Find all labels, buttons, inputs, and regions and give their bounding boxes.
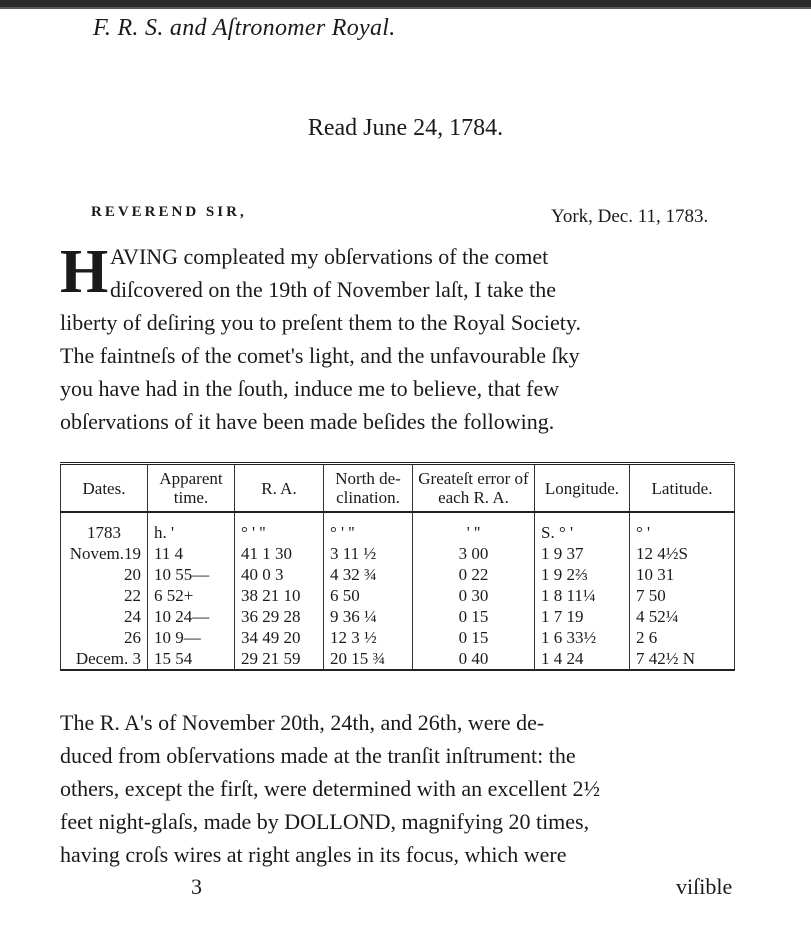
table-cell: 1 7 19 — [535, 606, 630, 627]
page-header-title: F. R. S. and Aſtronomer Royal. — [93, 15, 396, 41]
table-cell: 12 3 ½ — [324, 627, 413, 648]
paragraph-line: The faintneſs of the comet's light, and the unfavourable ſky — [60, 343, 580, 368]
table-cell: 20 15 ¾ — [324, 648, 413, 670]
header-apparent-time: Apparent time. — [148, 464, 235, 513]
page-number: 3 — [191, 874, 202, 899]
table-cell: h. ' — [148, 512, 235, 543]
header-declination: North de-clination. — [324, 464, 413, 513]
paragraph-line: others, except the firſt, were determined with an excellent 2½ — [60, 776, 601, 801]
table-cell: 10 55— — [148, 564, 235, 585]
table-row — [61, 606, 735, 627]
catchword: viſible — [676, 874, 733, 899]
table-cell: 7 42½ N — [630, 648, 735, 670]
table-row — [61, 627, 735, 648]
table-cell: 34 49 20 — [235, 627, 324, 648]
table-units-row — [61, 512, 735, 543]
table-cell: 0 40 — [413, 648, 535, 670]
table-cell: 10 9— — [148, 627, 235, 648]
table-cell: 1783 — [61, 512, 148, 543]
table-cell: Novem.19 — [61, 543, 148, 564]
table-cell: 15 54 — [148, 648, 235, 670]
table-cell: 41 1 30 — [235, 543, 324, 564]
paragraph-line: AVING compleated my obſervations of the comet — [110, 244, 549, 269]
table-cell: 3 00 — [413, 543, 535, 564]
table-cell: 29 21 59 — [235, 648, 324, 670]
paragraph-ra-notes — [60, 706, 750, 871]
paragraph-line: feet night-glaſs, made by DOLLOND, magnifying 20 times, — [60, 809, 590, 834]
table-cell: ° ' '' — [235, 512, 324, 543]
table-cell: 38 21 10 — [235, 585, 324, 606]
table-cell: 9 36 ¼ — [324, 606, 413, 627]
table-cell: S. ° ' — [535, 512, 630, 543]
table-cell: 2 6 — [630, 627, 735, 648]
table-cell: 12 4½S — [630, 543, 735, 564]
table-cell: 36 29 28 — [235, 606, 324, 627]
window-top-bar — [0, 0, 811, 9]
table-cell: 1 9 37 — [535, 543, 630, 564]
header-ra: R. A. — [235, 464, 324, 513]
paragraph-intro — [60, 240, 750, 438]
paragraph-line: The R. A's of November 20th, 24th, and 26th, were de- — [60, 710, 545, 735]
table-cell: Decem. 3 — [61, 648, 148, 670]
header-longitude: Longitude. — [535, 464, 630, 513]
table-cell: 20 — [61, 564, 148, 585]
table-cell: 1 4 24 — [535, 648, 630, 670]
paragraph-line: obſervations of it have been made beſides the following. — [60, 409, 555, 434]
header-dates: Dates. — [61, 464, 148, 513]
paragraph-line: duced from obſervations made at the tranſit inſtrument: the — [60, 743, 576, 768]
table-cell: ° ' '' — [324, 512, 413, 543]
table-cell: 11 4 — [148, 543, 235, 564]
paragraph-line: having croſs wires at right angles in its focus, which were — [60, 842, 567, 867]
table-row — [61, 543, 735, 564]
table-cell: 7 50 — [630, 585, 735, 606]
table-cell: 26 — [61, 627, 148, 648]
table-cell: 0 30 — [413, 585, 535, 606]
table-cell: 22 — [61, 585, 148, 606]
table-cell: 4 52¼ — [630, 606, 735, 627]
paragraph-line: liberty of deſiring you to preſent them to the Royal Society. — [60, 310, 581, 335]
letter-dateline: York, Dec. 11, 1783. — [551, 206, 709, 227]
table-cell: ° ' — [630, 512, 735, 543]
table-cell: 3 11 ½ — [324, 543, 413, 564]
table-cell: 24 — [61, 606, 148, 627]
table-cell: 0 15 — [413, 627, 535, 648]
table-cell: ' '' — [413, 512, 535, 543]
table-cell: 6 52+ — [148, 585, 235, 606]
header-greatest-error: Greateſt error of each R. A. — [413, 464, 535, 513]
table-row — [61, 564, 735, 585]
table-cell: 1 9 2⅔ — [535, 564, 630, 585]
observations-table — [60, 462, 735, 671]
table-row — [61, 648, 735, 670]
table-cell: 0 22 — [413, 564, 535, 585]
table-header-row — [61, 464, 735, 513]
header-latitude: Latitude. — [630, 464, 735, 513]
table-row — [61, 585, 735, 606]
table-cell: 1 8 11¼ — [535, 585, 630, 606]
table-cell: 0 15 — [413, 606, 535, 627]
paragraph-line: diſcovered on the 19th of November laſt, I take the — [110, 277, 556, 302]
table-cell: 6 50 — [324, 585, 413, 606]
drop-cap: H — [60, 238, 109, 306]
paragraph-line: you have had in the ſouth, induce me to believe, that few — [60, 376, 560, 401]
table-cell: 40 0 3 — [235, 564, 324, 585]
table-cell: 10 31 — [630, 564, 735, 585]
read-date: Read June 24, 1784. — [307, 115, 504, 141]
salutation: REVEREND SIR, — [91, 204, 247, 220]
table-cell: 10 24— — [148, 606, 235, 627]
table-cell: 1 6 33½ — [535, 627, 630, 648]
table-cell: 4 32 ¾ — [324, 564, 413, 585]
